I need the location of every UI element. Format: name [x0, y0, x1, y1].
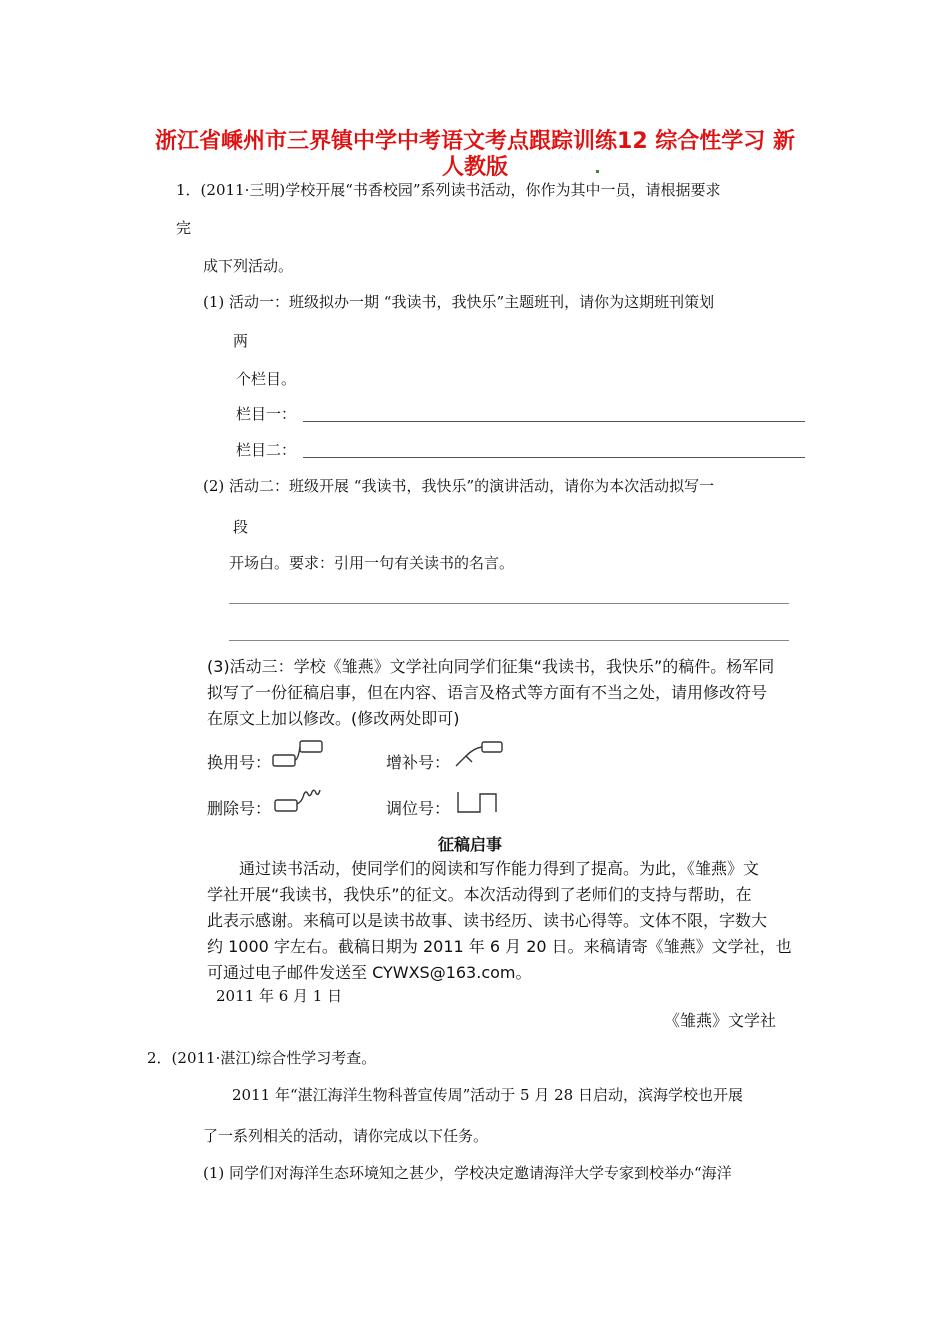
q1-activity2-wrap: 段: [233, 518, 249, 536]
notice-line-2: 学社开展“我读书，我快乐”的征文。本次活动得到了老师们的支持与帮助，在: [207, 885, 752, 904]
replace-mark-icon: [270, 738, 326, 770]
q1-activity1: (1) 活动一：班级拟办一期 “我读书，我快乐”主题班刊，请你为这期班刊策划: [203, 293, 715, 311]
q2-paragraph-2: 了一系列相关的活动，请你完成以下任务。: [203, 1127, 489, 1145]
q1-activity2-cont: 开场白。要求：引用一句有关读书的名言。: [229, 554, 515, 572]
column2-answer-line[interactable]: [303, 457, 805, 458]
q1-intro: 1．(2011·三明)学校开展“书香校园”系列读书活动，你作为其中一员，请根据要求: [176, 181, 721, 199]
column1-answer-line[interactable]: [303, 421, 805, 422]
column2-label: 栏目二：: [236, 441, 297, 459]
q1-activity1-wrap: 两: [233, 332, 249, 350]
q2-task-1: (1) 同学们对海洋生态环境知之甚少，学校决定邀请海洋大学专家到校举办“海洋: [203, 1164, 732, 1182]
notice-signature: 《雏燕》文学社: [664, 1011, 777, 1030]
move-mark-icon: [452, 784, 508, 816]
delete-mark-icon: [272, 784, 328, 816]
decorative-dot: [596, 170, 599, 173]
notice-line-3: 此表示感谢。来稿可以是读书故事、读书经历、读书心得等。文体不限，字数大: [207, 911, 768, 930]
q1-intro-cont: 成下列活动。: [203, 257, 294, 275]
q1-activity1-cont: 个栏目。: [236, 370, 297, 388]
q1-intro-wrap: 完: [176, 219, 192, 237]
q2-intro: 2．(2011·湛江)综合性学习考查。: [147, 1049, 377, 1067]
notice-title: 征稿启事: [438, 835, 503, 854]
q1-activity3-line3: 在原文上加以修改。(修改两处即可): [207, 709, 460, 728]
doc-title-line1: 浙江省嵊州市三界镇中学中考语文考点跟踪训练12 综合性学习 新: [155, 129, 795, 154]
doc-title-line2: 人教版: [441, 155, 508, 180]
insert-symbol-label: 增补号：: [386, 753, 451, 772]
notice-line-4: 约 1000 字左右。截稿日期为 2011 年 6 月 20 日。来稿请寄《雏燕》文学社，也: [207, 937, 792, 956]
move-symbol-label: 调位号：: [386, 799, 451, 818]
opening-answer-line-1[interactable]: [229, 603, 789, 604]
notice-line-1: 通过读书活动，使同学们的阅读和写作能力得到了提高。为此，《雏燕》文: [239, 859, 760, 878]
opening-answer-line-2[interactable]: [229, 640, 789, 641]
column1-label: 栏目一：: [236, 405, 297, 423]
q1-activity3: (3)活动三：学校《雏燕》文学社向同学们征集“我读书，我快乐”的稿件。杨军同: [207, 657, 775, 676]
q1-activity2: (2) 活动二：班级开展 “我读书，我快乐”的演讲活动，请你为本次活动拟写一: [203, 477, 715, 495]
replace-symbol-label: 换用号：: [207, 753, 272, 772]
q2-paragraph-1: 2011 年“湛江海洋生物科普宣传周”活动于 5 月 28 日启动，滨海学校也开展: [232, 1086, 743, 1104]
insert-mark-icon: [452, 738, 508, 770]
notice-date: 2011 年 6 月 1 日: [216, 987, 343, 1005]
q1-activity3-line2: 拟写了一份征稿启事，但在内容、语言及格式等方面有不当之处，请用修改符号: [207, 683, 768, 702]
notice-line-5: 可通过电子邮件发送至 CYWXS@163.com。: [207, 963, 532, 982]
delete-symbol-label: 删除号：: [207, 799, 272, 818]
